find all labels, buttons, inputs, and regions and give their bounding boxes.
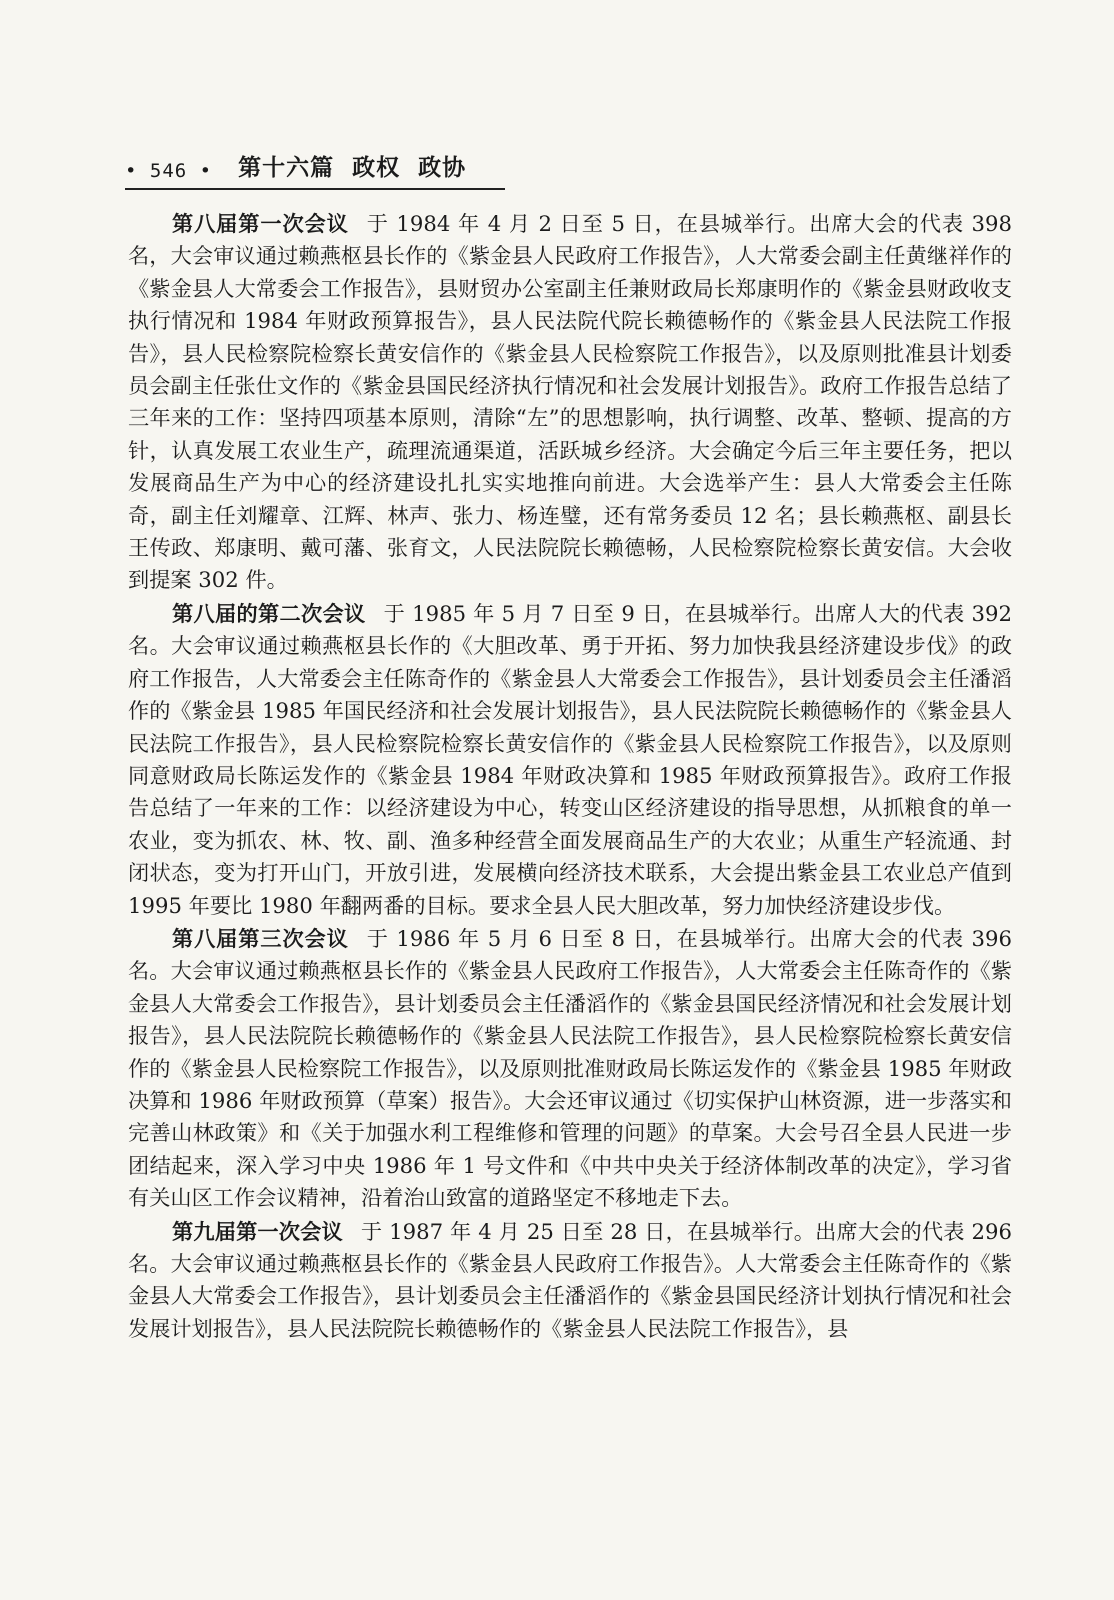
paragraph-body: 于 1985 年 5 月 7 日至 9 日，在县城举行。出席人大的代表 392 名。大会审议通过赖燕枢县长作的《大胆改革、勇于开拓、努力加快我县经济建设步伐》的政府工作报告，人大常委会主任陈奇作的《紫金县人大常委会工作报告》，县计划委员会主任潘滔作的《紫金县 1985 年国民经济和社会发展计划报告》，县人民法院院长赖德畅作的《紫金县人民法院工作报告》，县人民检察院检察长黄安信作的《紫金县人民检察院工作报告》，以及原则同意财政局长陈运发作的《紫金县 1984 年财政决算和 1985 年财政预算报告》。政府工作报告总结了一年来的工作：以经济建设为中心，转变山区经济建设的指导思想，从抓粮食的单一农业，变为抓农、林、牧、副、渔多种经营全面发展商品生产的大农业；从重生产轻流通、封闭状态，变为打开山门，开放引进，发展横向经济技术联系，大会提出紫金县工农业总产值到 1995 年要比 1980 年翻两番的目标。要求全县人民大胆改革，努力加快经济建设步伐。: [128, 600, 1012, 918]
paragraph-heading: 第九届第一次会议: [172, 1218, 343, 1244]
paragraph-heading: 第八届的第二次会议: [172, 600, 366, 626]
paragraph-heading: 第八届第一次会议: [172, 211, 349, 236]
paragraph-session-8-3: [128, 923, 1012, 1215]
page-number: • 546 •: [125, 160, 213, 182]
paragraph-body: 于 1984 年 4 月 2 日至 5 日，在县城举行。出席大会的代表 398 名，大会审议通过赖燕枢县长作的《紫金县人民政府工作报告》，人大常委会副主任黄继祥作的《紫金县人大常委会工作报告》，县财贸办公室副主任兼财政局长郑康明作的《紫金县财政收支执行情况和 1984 年财政预算报告》，县人民法院代院长赖德畅作的《紫金县人民法院工作报告》，县人民检察院检察长黄安信作的《紫金县人民检察院工作报告》，以及原则批准县计划委员会副主任张仕文作的《紫金县国民经济执行情况和社会发展计划报告》。政府工作报告总结了三年来的工作：坚持四项基本原则，清除“左”的思想影响，执行调整、改革、整顿、提高的方针，认真发展工农业生产，疏理流通渠道，活跃城乡经济。大会确定今后三年主要任务，把以发展商品生产为中心的经济建设扎扎实实地推向前进。大会选举产生：县人大常委会主任陈奇，副主任刘耀章、江辉、林声、张力、杨连璧，还有常务委员 12 名；县长赖燕枢、副县长王传政、郑康明、戴可藩、张育文，人民法院院长赖德畅，人民检察院检察长黄安信。大会收到提案 302 件。: [128, 211, 1012, 593]
paragraph-heading: 第八届第三次会议: [172, 925, 349, 951]
paragraph-body: 于 1986 年 5 月 6 日至 8 日，在县城举行。出席大会的代表 396 名。大会审议通过赖燕枢县长作的《紫金县人民政府工作报告》，人大常委会主任陈奇作的《紫金县人大常委会工作报告》，县计划委员会主任潘滔作的《紫金县国民经济情况和社会发展计划报告》，县人民法院院长赖德畅作的《紫金县人民法院工作报告》，县人民检察院检察长黄安信作的《紫金县人民检察院工作报告》，以及原则批准财政局长陈运发作的《紫金县 1985 年财政决算和 1986 年财政预算（草案）报告》。大会还审议通过《切实保护山林资源，进一步落实和完善山林政策》和《关于加强水利工程维修和管理的问题》的草案。大会号召全县人民进一步团结起来，深入学习中央 1986 年 1 号文件和《中共中央关于经济体制改革的决定》，学习省有关山区工作会议精神，沿着治山致富的道路坚定不移地走下去。: [128, 925, 1012, 1211]
running-header: [125, 148, 505, 190]
chapter-title: 第十六篇 政权 政协: [238, 155, 467, 181]
paragraph-body: 于 1987 年 4 月 25 日至 28 日，在县城举行。出席大会的代表 296 名。大会审议通过赖燕枢县长作的《紫金县人民政府工作报告》。人大常委会主任陈奇作的《紫金县人大常委会工作报告》，县计划委员会主任潘滔作的《紫金县国民经济计划执行情况和社会发展计划报告》，县人民法院院长赖德畅作的《紫金县人民法院工作报告》，县: [128, 1218, 1012, 1341]
body-text: [128, 208, 1012, 1346]
paragraph-session-9-1: [128, 1216, 1012, 1346]
paragraph-session-8-1: [128, 208, 1012, 597]
paragraph-session-8-2: [128, 598, 1012, 922]
